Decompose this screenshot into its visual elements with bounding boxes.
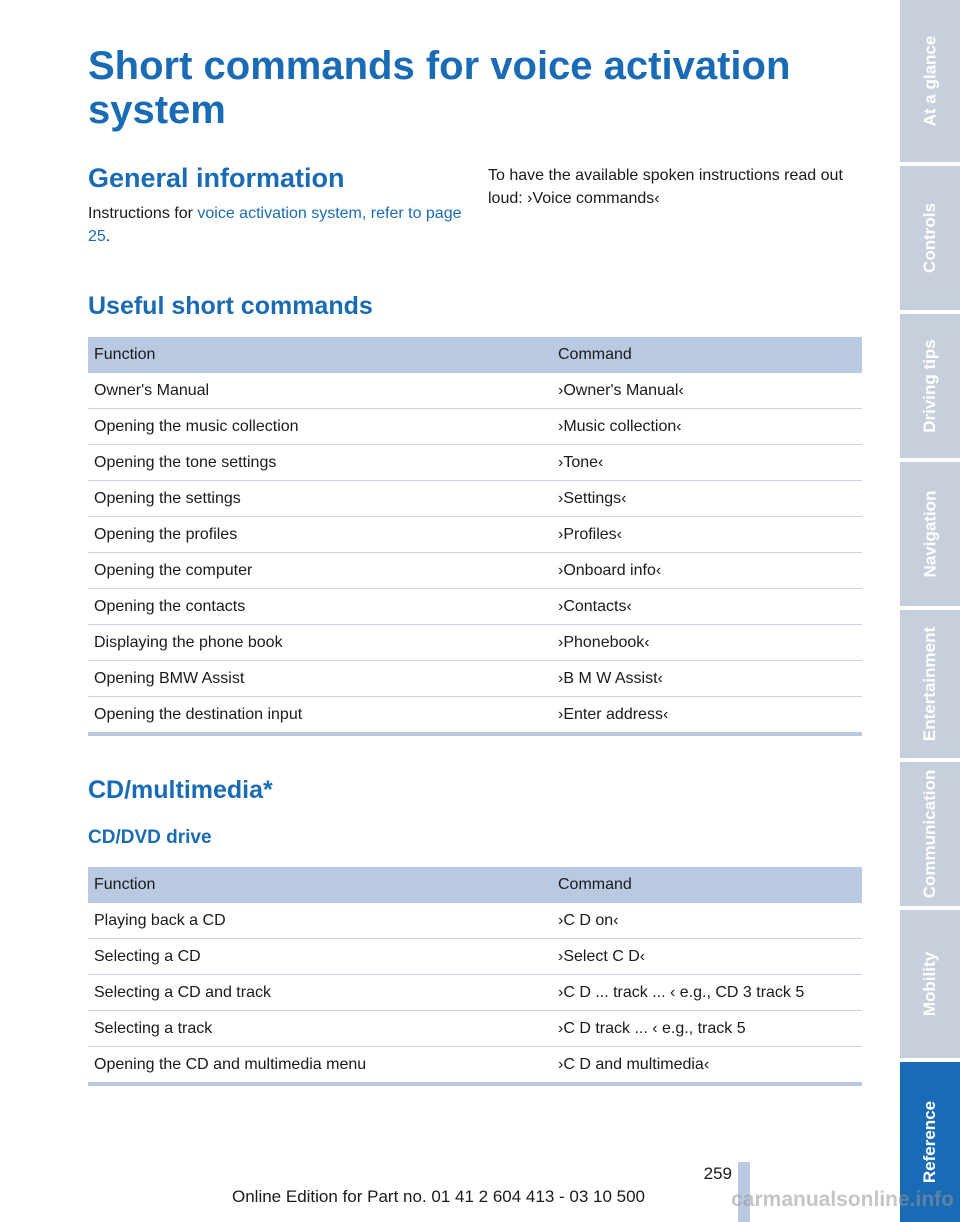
table-row [88, 625, 862, 661]
tab-label: Reference [920, 1100, 939, 1184]
voice-activation-link[interactable]: voice activation system, refer to page 25 [88, 205, 462, 245]
tab-label: Mobility [920, 951, 939, 1017]
general-text-prefix: Instructions for [88, 205, 198, 222]
function-cell: Opening the music collection [88, 409, 552, 445]
tab-mobility[interactable] [900, 910, 960, 1058]
command-cell: ›C D on‹ [552, 903, 862, 939]
cd-commands-table [88, 867, 862, 1086]
table-header-row [88, 337, 862, 373]
general-information-text [88, 202, 468, 248]
command-cell: ›Onboard info‹ [552, 553, 862, 589]
chapter-tabs [900, 0, 960, 1222]
table-row [88, 373, 862, 409]
function-cell: Selecting a CD [88, 939, 552, 975]
page-number: 259 [703, 1164, 732, 1183]
useful-commands-table [88, 337, 862, 736]
function-cell: Owner's Manual [88, 373, 552, 409]
table-row [88, 1047, 862, 1085]
tab-label: At a glance [920, 35, 940, 127]
tab-label: Driving tips [920, 339, 940, 433]
table-row [88, 975, 862, 1011]
cd-multimedia-heading: CD/multimedia* [88, 776, 273, 804]
table-row [88, 589, 862, 625]
command-cell: ›C D track ... ‹ e.g., track 5 [552, 1011, 862, 1047]
table-row [88, 697, 862, 735]
function-cell: Opening the profiles [88, 517, 552, 553]
edition-footer: Online Edition for Part no. 01 41 2 604 413 - 03 10 500 [232, 1187, 646, 1206]
function-cell: Displaying the phone book [88, 625, 552, 661]
function-cell: Playing back a CD [88, 903, 552, 939]
column-header-command: Command [552, 867, 862, 903]
general-information-heading: General information [88, 163, 345, 193]
useful-short-commands-heading: Useful short commands [88, 292, 373, 320]
general-text-suffix: . [105, 228, 111, 245]
command-cell: ›Owner's Manual‹ [552, 373, 862, 409]
function-cell: Opening the destination input [88, 697, 552, 735]
table-row [88, 939, 862, 975]
command-cell: ›C D and multimedia‹ [552, 1047, 862, 1085]
table-row [88, 661, 862, 697]
command-cell: ›Enter address‹ [552, 697, 862, 735]
table-row [88, 517, 862, 553]
tab-entertainment[interactable] [900, 610, 960, 758]
command-cell: ›Tone‹ [552, 445, 862, 481]
function-cell: Opening the computer [88, 553, 552, 589]
command-cell: ›C D ... track ... ‹ e.g., CD 3 track 5 [552, 975, 862, 1011]
tab-label: Navigation [920, 490, 939, 578]
column-header-function: Function [88, 867, 552, 903]
tab-label: Communication [920, 769, 940, 899]
column-header-function: Function [88, 337, 552, 373]
tab-communication[interactable] [900, 762, 960, 906]
voice-commands-instruction: To have the available spoken instructions read out loud: ›Voice commands‹ [488, 167, 843, 207]
table-row [88, 481, 862, 517]
function-cell: Opening the settings [88, 481, 552, 517]
column-header-command: Command [552, 337, 862, 373]
function-cell: Selecting a CD and track [88, 975, 552, 1011]
command-cell: ›Phonebook‹ [552, 625, 862, 661]
tab-controls[interactable] [900, 166, 960, 310]
page-title: Short commands for voice activation system [88, 44, 791, 132]
table-row [88, 553, 862, 589]
function-cell: Opening BMW Assist [88, 661, 552, 697]
tab-label: Entertainment [920, 626, 940, 742]
command-cell: ›Profiles‹ [552, 517, 862, 553]
cd-dvd-drive-subheading: CD/DVD drive [88, 827, 212, 848]
watermark: carmanualsonline.info [731, 1188, 954, 1211]
tab-driving-tips[interactable] [900, 314, 960, 458]
table-row [88, 903, 862, 939]
command-cell: ›B M W Assist‹ [552, 661, 862, 697]
table-row [88, 409, 862, 445]
tab-at-a-glance[interactable] [900, 0, 960, 162]
table-row [88, 445, 862, 481]
function-cell: Opening the tone settings [88, 445, 552, 481]
command-cell: ›Music collection‹ [552, 409, 862, 445]
function-cell: Opening the contacts [88, 589, 552, 625]
function-cell: Opening the CD and multimedia menu [88, 1047, 552, 1085]
tab-label: Controls [920, 203, 940, 273]
command-cell: ›Select C D‹ [552, 939, 862, 975]
command-cell: ›Contacts‹ [552, 589, 862, 625]
tab-navigation[interactable] [900, 462, 960, 606]
table-row [88, 1011, 862, 1047]
table-header-row [88, 867, 862, 903]
function-cell: Selecting a track [88, 1011, 552, 1047]
command-cell: ›Settings‹ [552, 481, 862, 517]
